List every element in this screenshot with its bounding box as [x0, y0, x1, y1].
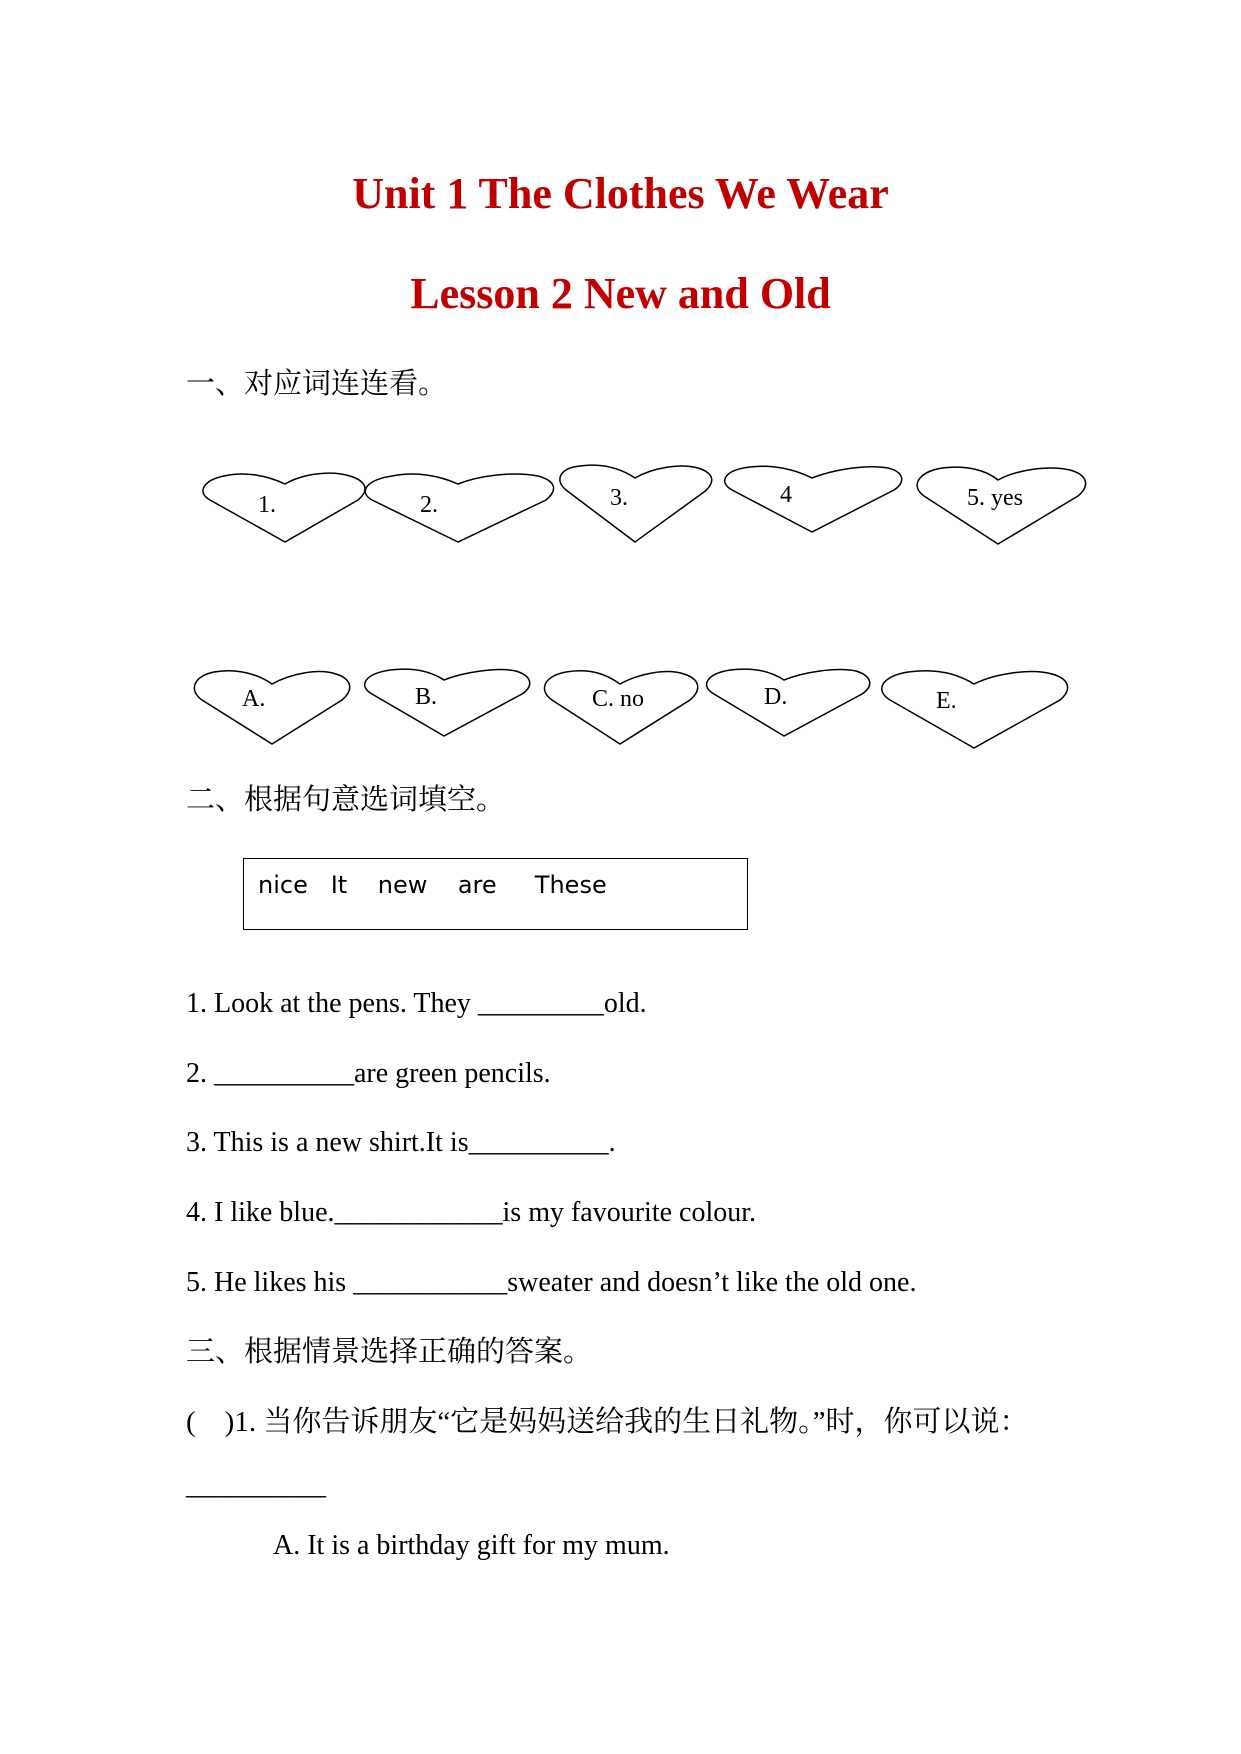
section2-heading: 二、根据句意选词填空。	[186, 784, 506, 816]
question-1-option-a: A. It is a birthday gift for my mum.	[273, 1530, 670, 1561]
heart-bottom-a[interactable]	[194, 671, 349, 744]
fill-item-4: 4. I like blue.____________is my favourite colour.	[186, 1197, 757, 1228]
heart-bottom-e[interactable]	[882, 671, 1068, 748]
heart-top-4[interactable]	[725, 466, 902, 532]
heart-bottom-d-label: D.	[764, 684, 788, 710]
question-1-answer-blank: __________	[186, 1470, 326, 1501]
fill-item-1: 1. Look at the pens. They _________old.	[186, 988, 647, 1019]
fill-item-2: 2. __________are green pencils.	[186, 1058, 551, 1089]
word-bank-box	[243, 858, 748, 930]
heart-top-1[interactable]	[203, 473, 365, 542]
word-bank-text: nice It new are These	[258, 871, 607, 899]
section3-heading: 三、根据情景选择正确的答案。	[186, 1336, 593, 1368]
section1-heading: 一、对应词连连看。	[186, 368, 448, 400]
question-1: ( )1. 当你告诉朋友“它是妈妈送给我的生日礼物。”时，你可以说：	[186, 1406, 1029, 1438]
heart-bottom-c-label: C. no	[592, 686, 645, 712]
heart-top-3[interactable]	[560, 465, 712, 542]
heart-top-5[interactable]	[917, 467, 1085, 544]
heart-top-2[interactable]	[365, 474, 553, 542]
heart-top-2-label: 2.	[420, 492, 438, 518]
heart-bottom-c[interactable]	[544, 671, 697, 744]
page-title: Unit 1 The Clothes We Wear	[352, 169, 889, 218]
heart-top-5-label: 5. yes	[967, 485, 1023, 511]
lesson-subtitle: Lesson 2 New and Old	[410, 269, 831, 318]
heart-bottom-b[interactable]	[365, 669, 530, 736]
heart-top-3-label: 3.	[610, 485, 628, 511]
heart-bottom-d[interactable]	[707, 669, 870, 736]
heart-bottom-e-label: E.	[936, 688, 957, 714]
heart-top-4-label: 4	[780, 482, 792, 508]
heart-bottom-b-label: B.	[415, 684, 438, 710]
fill-item-5: 5. He likes his ___________sweater and doesn’t like the old one.	[186, 1267, 917, 1298]
fill-item-3: 3. This is a new shirt.It is__________.	[186, 1127, 616, 1158]
heart-bottom-a-label: A.	[242, 686, 266, 712]
heart-top-1-label: 1.	[258, 492, 276, 518]
